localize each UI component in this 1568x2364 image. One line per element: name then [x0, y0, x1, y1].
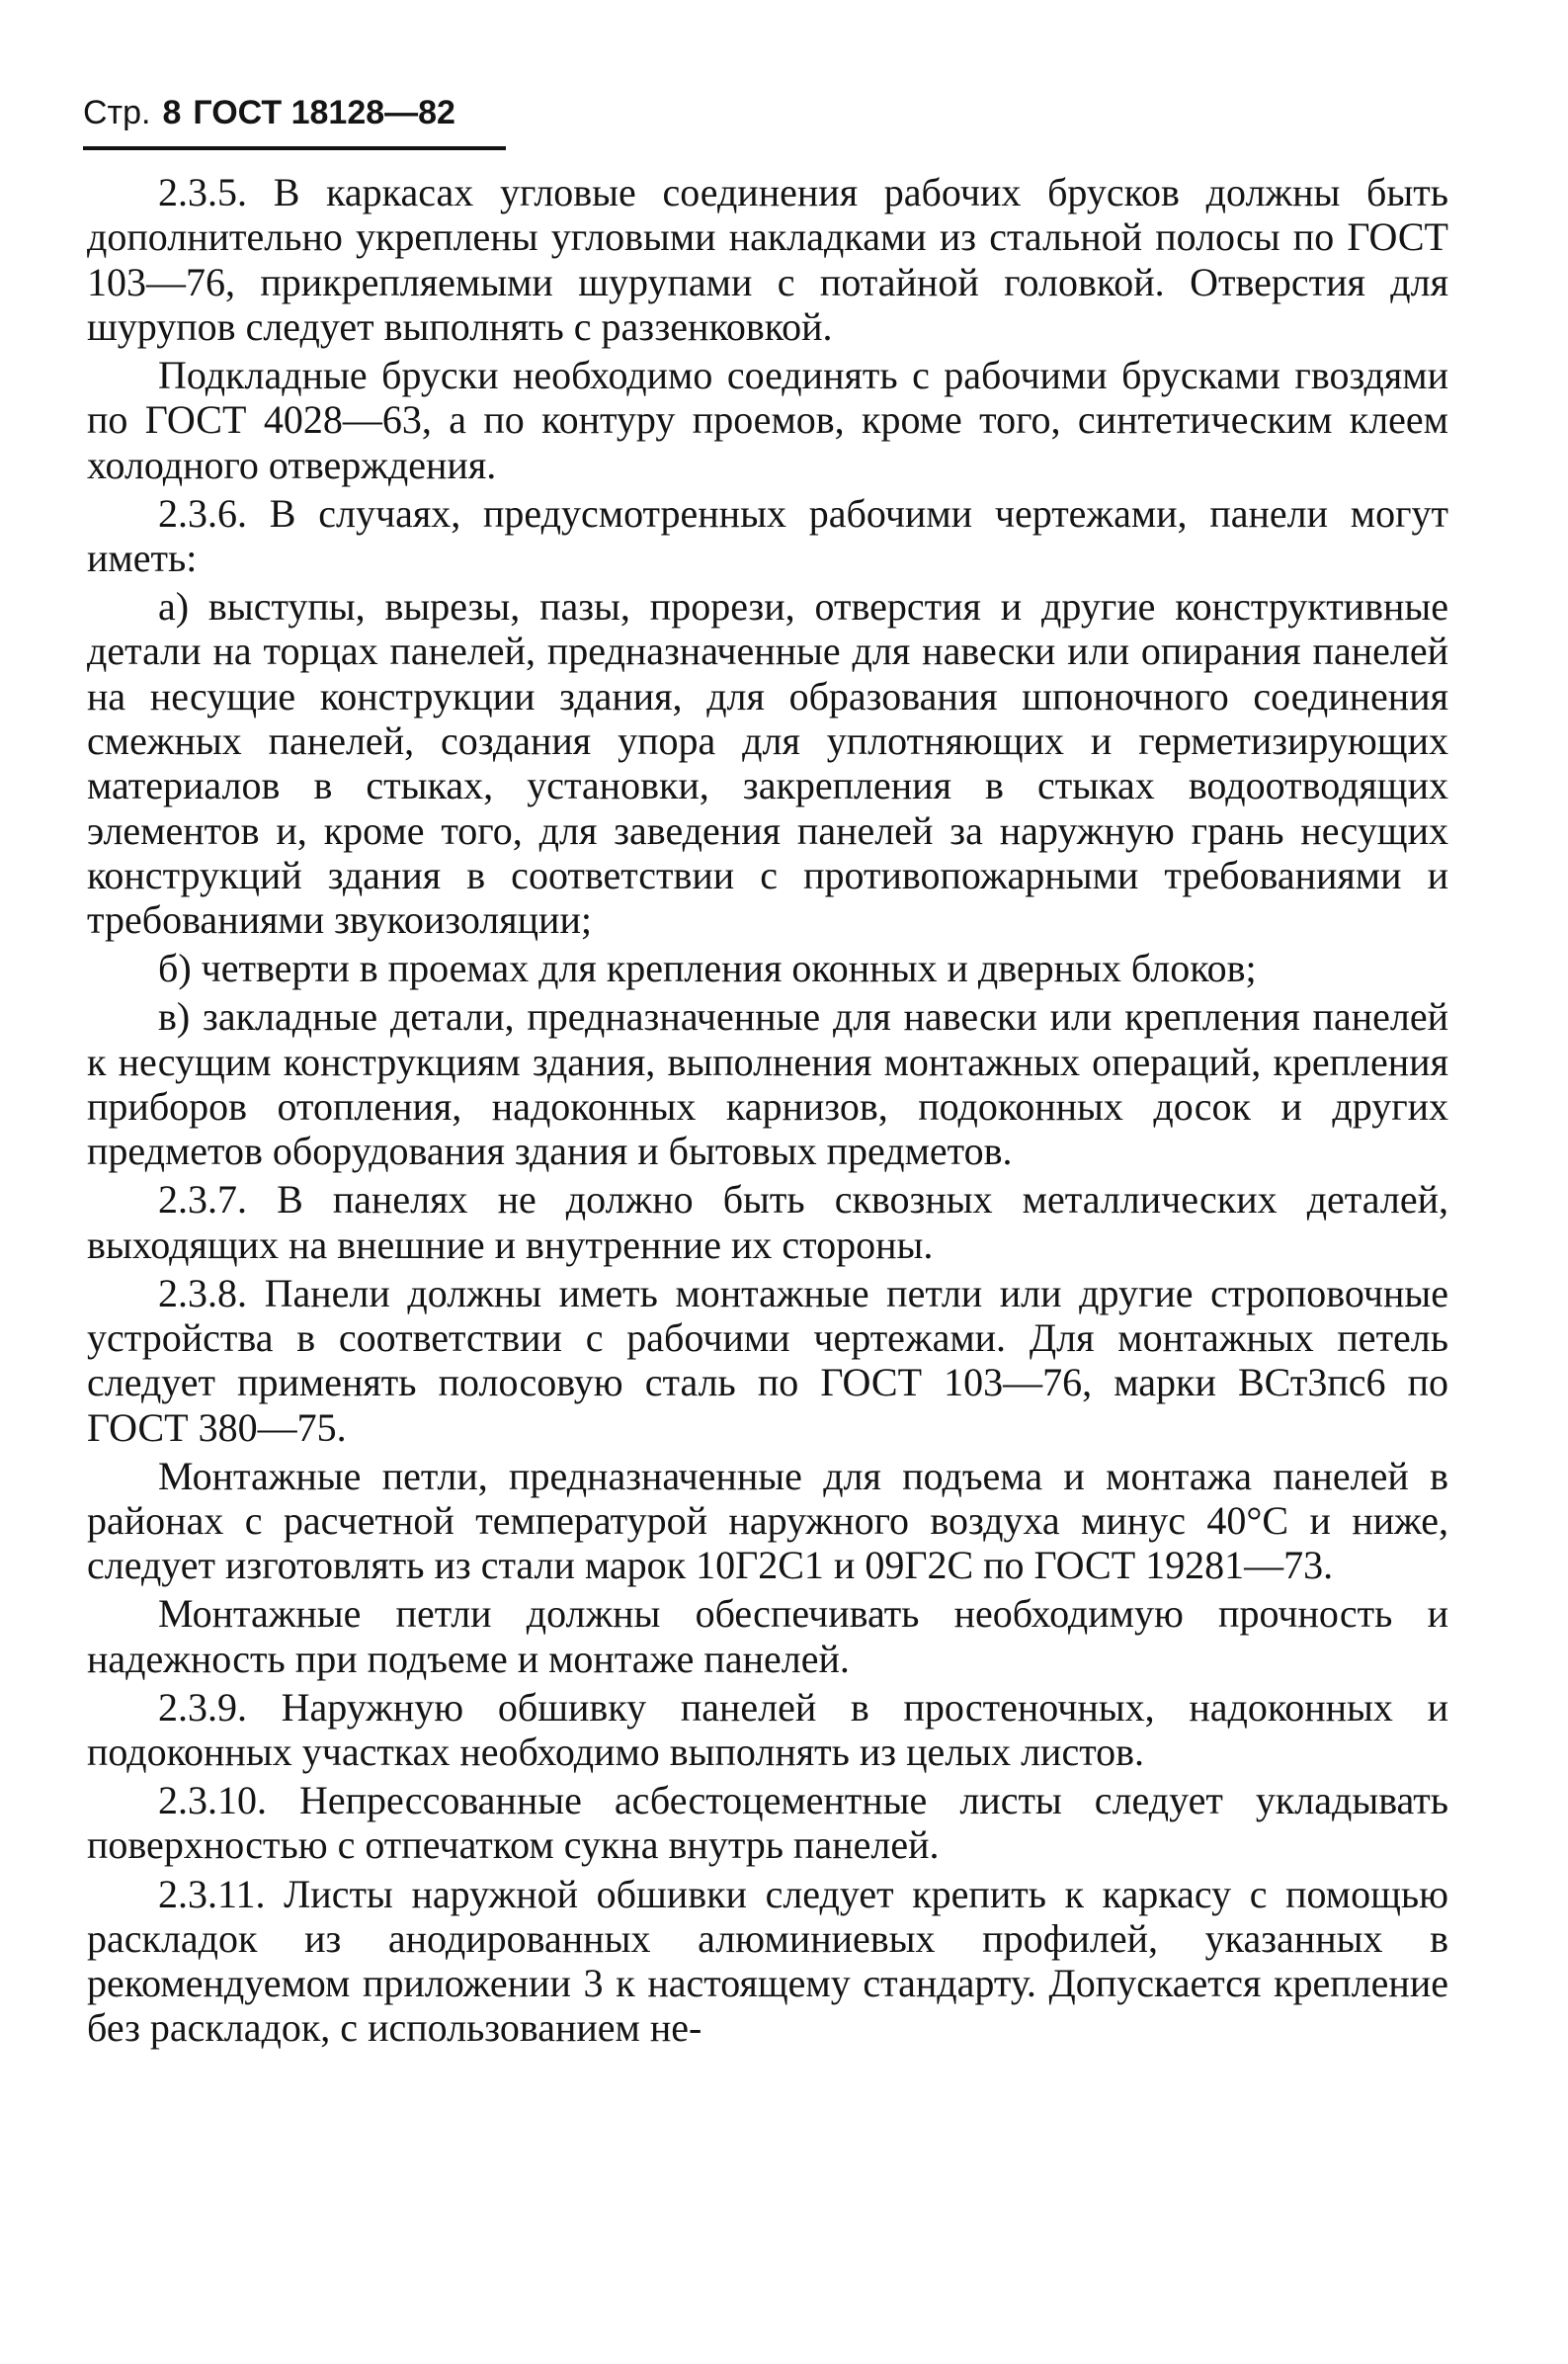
paragraph-2-3-9: 2.3.9. Наружную обшивку панелей в простеночных, надоконных и подоконных участках необходимо выполнять из целых листов.	[87, 1684, 1448, 1775]
paragraph-2-3-6: 2.3.6. В случаях, предусмотренных рабочими чертежами, панели могут иметь:	[87, 490, 1448, 580]
list-item-v: в) закладные детали, предназначенные для навески или крепления панелей к несущим конструкциям здания, выполнения монтажных операций, крепления приборов отопления, надоконных карнизов, подоконных досок и других предметов оборудования здания и бытовых предметов.	[87, 994, 1448, 1174]
page-label: Стр.	[83, 94, 151, 131]
paragraph-2-3-7: 2.3.7. В панелях не должно быть сквозных металлических деталей, выходящих на внешние и внутренние их стороны.	[87, 1177, 1448, 1267]
page-header	[83, 91, 506, 150]
standard-title: ГОСТ 18128—82	[193, 94, 455, 131]
paragraph-sub-bars: Подкладные бруски необходимо соединять с рабочими брусками гвоздями по ГОСТ 4028—63, а по контуру проемов, кроме того, синтетическим клеем холодного отверждения.	[87, 352, 1448, 487]
paragraph-2-3-10: 2.3.10. Непрессованные асбестоцементные листы следует укладывать поверхностью с отпечатком сукна внутрь панелей.	[87, 1778, 1448, 1868]
paragraph-lifting-loops-strength: Монтажные петли должны обеспечивать необходимую прочность и надежность при подъеме и монтаже панелей.	[87, 1591, 1448, 1681]
document-body	[87, 170, 1448, 2055]
paragraph-2-3-8: 2.3.8. Панели должны иметь монтажные петли или другие строповочные устройства в соответствии с рабочими чертежами. Для монтажных петель следует применять полосовую сталь по ГОСТ 103—76, марки ВСт3пс6 по ГОСТ 380—75.	[87, 1270, 1448, 1450]
paragraph-2-3-11: 2.3.11. Листы наружной обшивки следует крепить к каркасу с помощью раскладок из анодированных алюминиевых профилей, указанных в рекомендуемом приложении 3 к настоящему стандарту. Допускается крепление без раскладок, с использованием не-	[87, 1871, 1448, 2051]
page-number: 8	[162, 94, 182, 131]
paragraph-lifting-loops-steel: Монтажные петли, предназначенные для подъема и монтажа панелей в районах с расчетной температурой наружного воздуха минус 40°С и ниже, следует изготовлять из стали марок 10Г2С1 и 09Г2С по ГОСТ 19281—73.	[87, 1453, 1448, 1588]
paragraph-2-3-5: 2.3.5. В каркасах угловые соединения рабочих брусков должны быть дополнительно укреплены угловыми накладками из стальной полосы по ГОСТ 103—76, прикрепляемыми шурупами с потайной головкой. Отверстия для шурупов следует выполнять с раззенковкой.	[87, 170, 1448, 349]
list-item-b: б) четверти в проемах для крепления оконных и дверных блоков;	[158, 946, 1257, 991]
list-item-a: а) выступы, вырезы, пазы, прорези, отверстия и другие конструктивные детали на торцах панелей, предназначенные для навески или опирания панелей на несущие конструкции здания, для образования шпоночного соединения смежных панелей, создания упора для уплотняющих и герметизирующих материалов в стыках, установки, закрепления в стыках водоотводящих элементов и, кроме того, для заведения панелей за наружную грань несущих конструкций здания в соответствии с противопожарными требованиями и требованиями звукоизоляции;	[87, 584, 1448, 943]
